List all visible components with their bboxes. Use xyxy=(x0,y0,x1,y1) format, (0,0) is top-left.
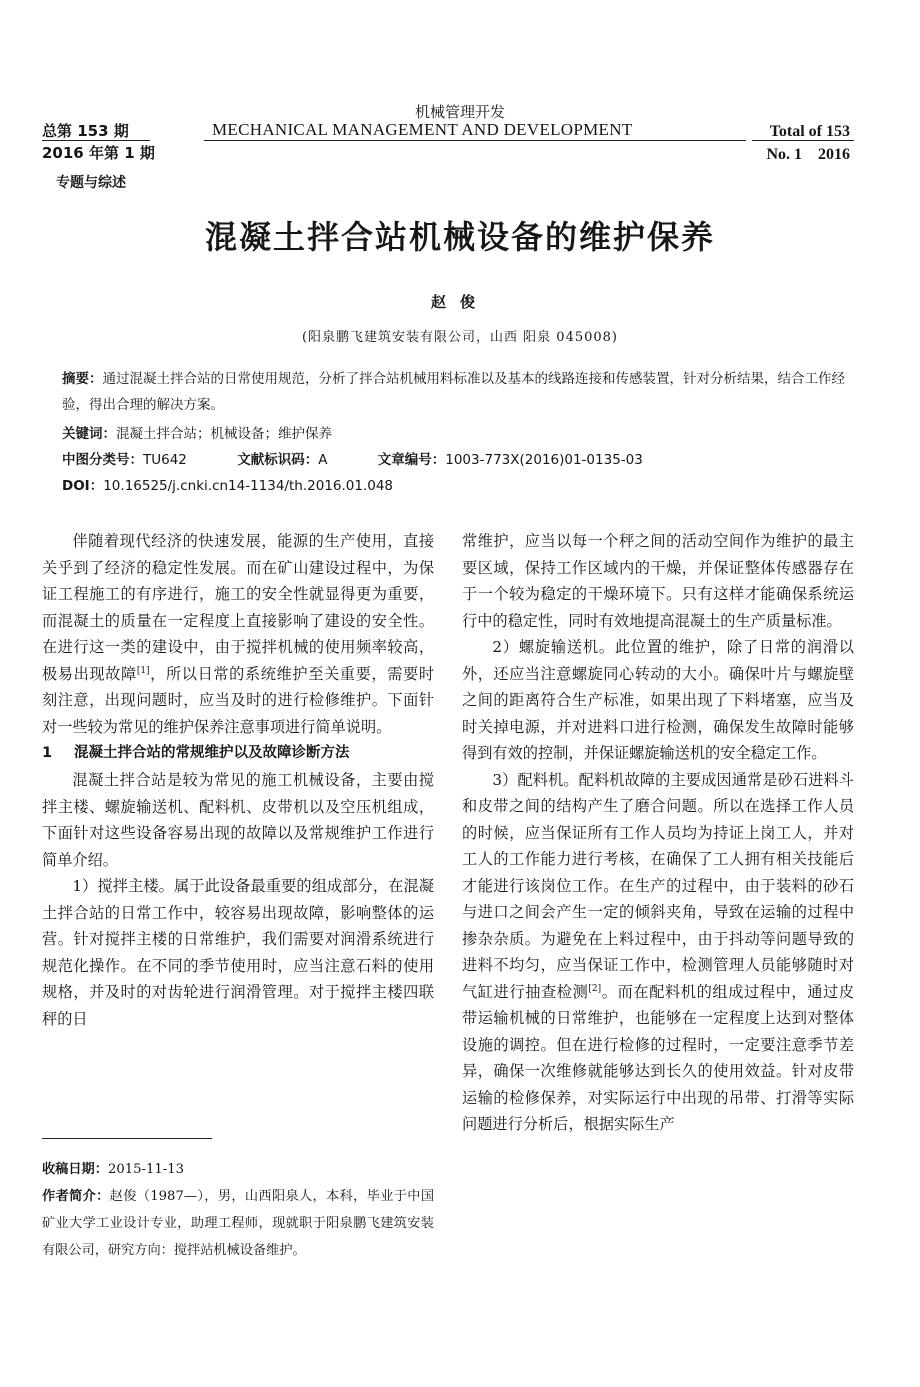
received-label: 收稿日期： xyxy=(42,1162,108,1177)
article-no-label: 文章编号： xyxy=(377,452,446,468)
paragraph: 2）螺旋输送机。此位置的维护，除了日常的润滑以外，还应当注意螺旋同心转动的大小。确保叶片与螺旋壁之间的距离符合生产标准，如果出现了下料堵塞，应当及时关掉电源，并对进料口进行检测，确保发生故障时能够得到有效的控制，并保证螺旋输送机的安全稳定工作。 xyxy=(462,638,854,762)
section-tag: 专题与综述 xyxy=(56,175,126,191)
journal-name-cn: 机械管理开发 xyxy=(414,103,505,121)
footnote-rule xyxy=(42,1138,212,1139)
section-heading-text: 混凝土拌合站的常规维护以及故障诊断方法 xyxy=(74,745,350,761)
section-heading xyxy=(42,740,434,767)
doc-code-label: 文献标识码： xyxy=(237,452,319,468)
total-en: Total of 153 xyxy=(769,123,850,140)
author-bio xyxy=(42,1183,434,1264)
body-right-column xyxy=(462,528,854,1138)
citation-ref[interactable]: [1] xyxy=(136,665,150,676)
affiliation: (阳泉鹏飞建筑安装有限公司，山西 阳泉 045008) xyxy=(301,330,619,345)
doi-value: 10.16525/j.cnki.cn14-1134/th.2016.01.048 xyxy=(103,478,394,494)
clc-label: 中图分类号： xyxy=(62,452,143,468)
paragraph: 3）配料机。配料机故障的主要成因通常是砂石进料斗和皮带之间的结构产生了磨合问题。所以在选择工作人员的时候，应当保证所有工作人员均为持证上岗工人，并对工人的工作能力进行考核，在确保了工人拥有相关技能后才能进行该岗位工作。在生产的过程中，由于装料的砂石与进口之间会产生一定的倾斜夹角，导致在运输的过程中掺杂杂质。为避免在上料过程中，由于抖动等问题导致的进料不均匀，应当保证工作中，检测管理人员能够随时对气缸进行抽查检测[2]。而在配料机的组成过程中，通过皮带运输机械的日常维护，也能够在一定程度上达到对整体设施的调控。但在进行检修的过程时，一定要注意季节差异，确保一次维修就能够达到长久的使用效益。针对皮带运输的检修保养，对实际运行中出现的吊带、打滑等实际问题进行分析后，根据实际生产 xyxy=(462,770,855,1133)
classification xyxy=(62,447,862,473)
header-rule xyxy=(204,140,746,141)
section-number: 1 xyxy=(42,745,53,761)
keywords-label: 关键词： xyxy=(62,426,116,442)
keywords xyxy=(62,421,862,447)
author-name: 赵俊 xyxy=(430,293,489,311)
body-left-column xyxy=(42,528,434,1032)
issue-info xyxy=(42,120,155,164)
bio-label: 作者简介： xyxy=(42,1189,110,1204)
issue-total: 总第 153 期 xyxy=(42,122,129,140)
paragraph: 混凝土拌合站是较为常见的施工机械设备，主要由搅拌主楼、螺旋输送机、配料机、皮带机以及空压机组成，下面针对这些设备容易出现的故障以及常规维护工作进行简单介绍。 xyxy=(42,771,434,869)
abstract-label: 摘要： xyxy=(62,371,103,387)
header-rule-left xyxy=(42,140,150,141)
header-rule-right xyxy=(752,140,854,141)
doc-code-value: A xyxy=(318,452,328,468)
doi xyxy=(62,473,862,499)
paragraph: 常维护，应当以每一个秤之间的活动空间作为维护的最主要区域，保持工作区域内的干燥，并保证整体传感器存在于一个较为稳定的干燥环境下。只有这样才能确保系统运行中的稳定性，同时有效地提高混凝土的生产质量标准。 xyxy=(462,532,854,630)
paragraph: 伴随着现代经济的快速发展，能源的生产使用，直接关乎到了经济的稳定性发展。而在矿山建设过程中，为保证工程施工的有序进行，施工的安全性就显得更为重要，而混凝土的质量在一定程度上直接影响了建设的安全性。在进行这一类的建设中，由于搅拌机械的使用频率较高，极易出现故障[1]，所以日常的系统维护至关重要，需要时刻注意，出现问题时，应当及时的进行检修维护。下面针对一些较为常见的维护保养注意事项进行简单说明。 xyxy=(42,532,435,736)
doi-label: DOI： xyxy=(62,478,104,494)
abstract xyxy=(62,366,862,418)
clc-value: TU642 xyxy=(143,452,187,468)
keywords-text: 混凝土拌合站；机械设备；维护保养 xyxy=(116,426,332,442)
journal-name-en: MECHANICAL MANAGEMENT AND DEVELOPMENT xyxy=(212,120,633,139)
footnote xyxy=(42,1156,434,1264)
issue-info-en xyxy=(766,120,850,166)
received-date xyxy=(42,1156,434,1183)
paragraph: 1）搅拌主楼。属于此设备最重要的组成部分，在混凝土拌合站的日常工作中，较容易出现故障，影响整体的运营。针对搅拌主楼的日常维护，我们需要对润滑系统进行规范化操作。在不同的季节使用时，应当注意石料的使用规格，并及时的对齿轮进行润滑管理。对于搅拌主楼四联秤的日 xyxy=(42,877,434,1028)
bio-text: 赵俊（1987—），男，山西阳泉人，本科，毕业于中国矿业大学工业设计专业，助理工程师，现就职于阳泉鹏飞建筑安装有限公司，研究方向：搅拌站机械设备维护。 xyxy=(42,1189,435,1258)
citation-ref[interactable]: [2] xyxy=(588,983,602,994)
issue-year: 2016 年第 1 期 xyxy=(42,144,155,162)
received-value: 2015-11-13 xyxy=(107,1162,184,1177)
abstract-text: 通过混凝土拌合站的日常使用规范，分析了拌合站机械用料标准以及基本的线路连接和传感装置，针对分析结果，结合工作经验，得出合理的解决方案。 xyxy=(62,371,845,413)
number-en: No. 1 2016 xyxy=(766,146,850,163)
article-title: 混凝土拌合站机械设备的维护保养 xyxy=(204,218,715,256)
article-no-value: 1003-773X(2016)01-0135-03 xyxy=(445,452,643,468)
